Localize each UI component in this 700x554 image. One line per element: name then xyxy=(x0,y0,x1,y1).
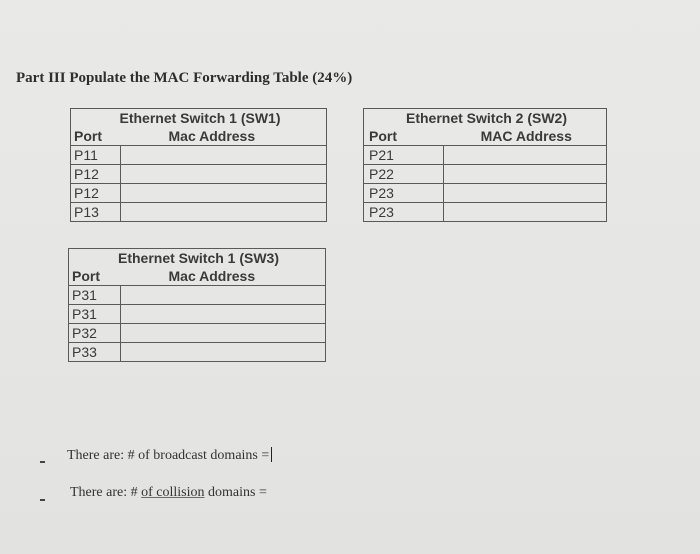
table-row xyxy=(364,146,607,165)
sw2-mac-cell[interactable] xyxy=(444,146,607,165)
broadcast-domains-question[interactable] xyxy=(67,447,272,464)
sw1-port-header: Port xyxy=(71,127,121,146)
sw1-port-cell: P13 xyxy=(71,203,121,222)
sw1-title: Ethernet Switch 1 (SW1) xyxy=(71,109,327,128)
sw3-title: Ethernet Switch 1 (SW3) xyxy=(69,249,326,268)
section-heading: Part III Populate the MAC Forwarding Table (24%) xyxy=(16,70,353,86)
sw1-mac-cell[interactable] xyxy=(121,184,327,203)
text-cursor-icon xyxy=(271,447,272,462)
sw2-mac-cell[interactable] xyxy=(444,184,607,203)
collision-underlined-text: of collision xyxy=(141,485,205,500)
sw3-mac-header: Mac Address xyxy=(121,267,326,286)
sw1-port-cell: P12 xyxy=(71,165,121,184)
sw1-mac-header: Mac Address xyxy=(121,127,327,146)
sw3-port-cell: P31 xyxy=(69,286,121,305)
table-row xyxy=(69,305,326,324)
sw3-mac-cell[interactable] xyxy=(121,324,326,343)
table-row xyxy=(69,343,326,362)
bullet-dash-icon xyxy=(40,461,45,463)
bullet-dash-icon xyxy=(40,499,45,501)
table-row xyxy=(71,165,327,184)
collision-domains-question[interactable] xyxy=(70,485,267,501)
collision-suffix-text: domains = xyxy=(204,485,267,500)
sw2-port-cell: P23 xyxy=(364,184,444,203)
table-row xyxy=(69,324,326,343)
sw3-port-cell: P31 xyxy=(69,305,121,324)
table-row xyxy=(71,203,327,222)
sw3-mac-cell[interactable] xyxy=(121,305,326,324)
sw1-mac-cell[interactable] xyxy=(121,165,327,184)
sw3-mac-cell[interactable] xyxy=(121,286,326,305)
sw1-port-cell: P11 xyxy=(71,146,121,165)
sw2-port-cell: P23 xyxy=(364,203,444,222)
sw1-mac-cell[interactable] xyxy=(121,203,327,222)
sw1-mac-table xyxy=(70,108,327,222)
sw3-mac-table xyxy=(68,248,326,362)
sw2-port-cell: P21 xyxy=(364,146,444,165)
sw2-mac-table xyxy=(363,108,607,222)
sw1-port-cell: P12 xyxy=(71,184,121,203)
sw2-mac-cell[interactable] xyxy=(444,165,607,184)
collision-prefix-text: There are: # xyxy=(70,485,142,500)
sw2-port-cell: P22 xyxy=(364,165,444,184)
table-row xyxy=(71,146,327,165)
table-row xyxy=(364,165,607,184)
sw2-mac-header: MAC Address xyxy=(444,127,607,146)
table-row xyxy=(71,184,327,203)
sw3-port-cell: P33 xyxy=(69,343,121,362)
sw3-port-cell: P32 xyxy=(69,324,121,343)
table-row xyxy=(69,286,326,305)
table-row xyxy=(364,203,607,222)
sw2-mac-cell[interactable] xyxy=(444,203,607,222)
sw2-title: Ethernet Switch 2 (SW2) xyxy=(364,109,607,128)
sw3-mac-cell[interactable] xyxy=(121,343,326,362)
broadcast-domains-text: There are: # of broadcast domains = xyxy=(67,448,270,463)
sw1-mac-cell[interactable] xyxy=(121,146,327,165)
sw2-port-header: Port xyxy=(364,127,444,146)
sw3-port-header: Port xyxy=(69,267,121,286)
table-row xyxy=(364,184,607,203)
